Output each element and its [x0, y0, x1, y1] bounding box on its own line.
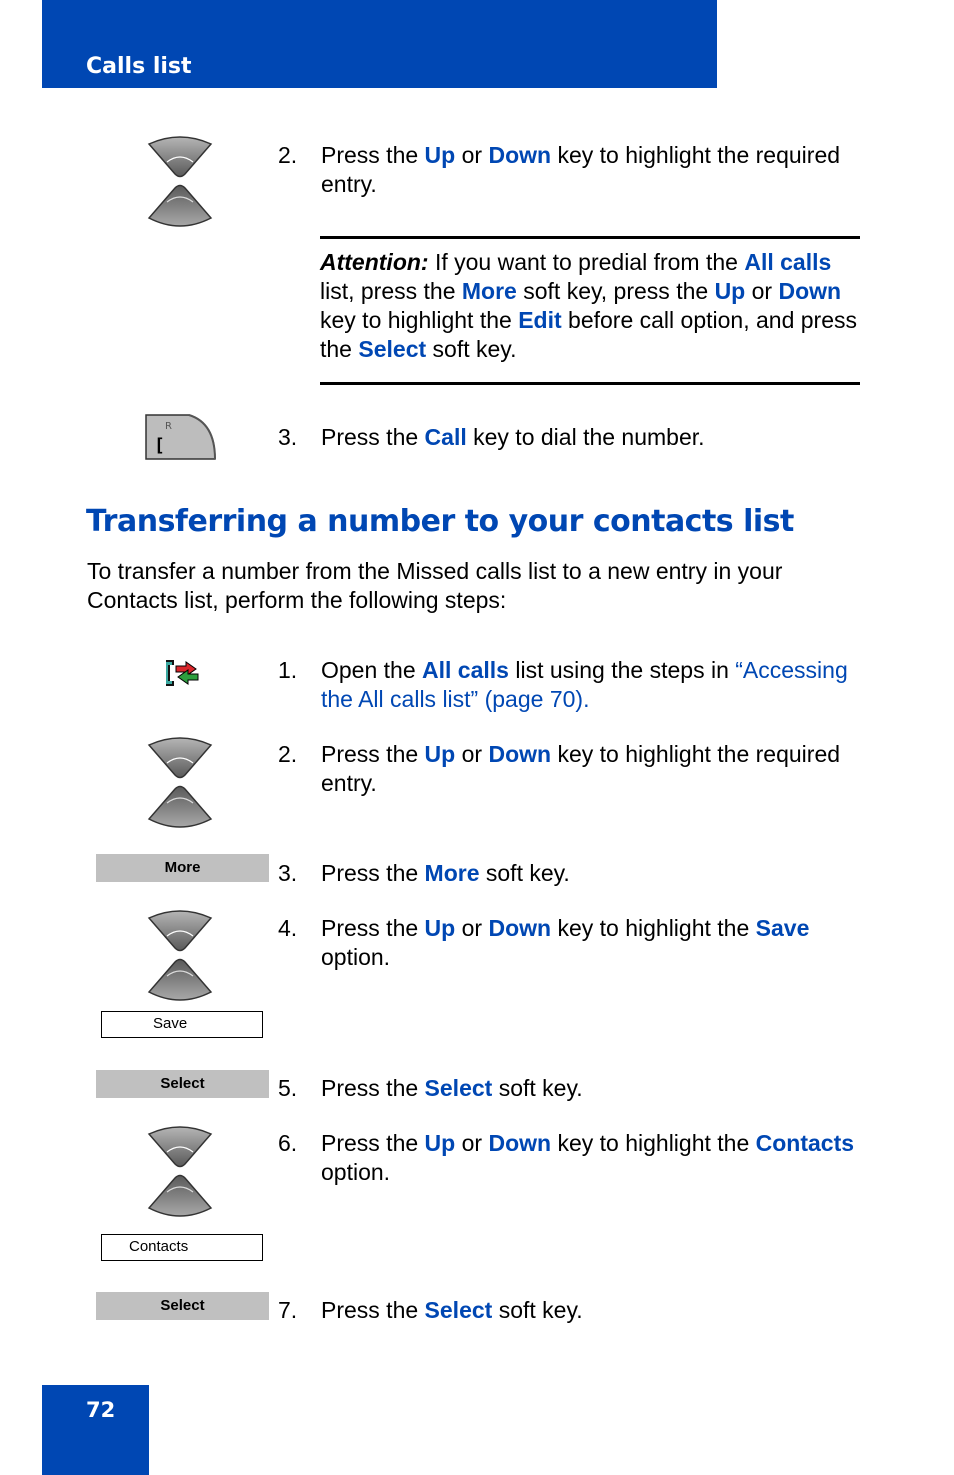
all-calls-list-icon	[160, 656, 204, 690]
keyword-up: Up	[424, 142, 456, 168]
step-3: 3. Press the More soft key.	[278, 860, 570, 886]
section-intro: To transfer a number from the Missed calls list to a new entry in your Contacts list, perform the following steps:	[87, 558, 783, 613]
step-number: 2.	[278, 142, 298, 168]
keyword-down: Down	[488, 142, 552, 168]
svg-text:[: [	[154, 435, 165, 456]
contacts-option-box: Contacts	[101, 1234, 263, 1261]
step-5: 5. Press the Select soft key.	[278, 1075, 583, 1101]
select-softkey: Select	[96, 1292, 269, 1320]
save-option-box: Save	[101, 1011, 263, 1038]
header-bar	[42, 0, 717, 88]
more-softkey: More	[96, 854, 269, 882]
step-6: 6. Press the Up or Down key to highlight the Contacts option.	[278, 1130, 855, 1185]
page-number-box	[42, 1385, 149, 1475]
step-7: 7. Press the Select soft key.	[278, 1297, 583, 1323]
step-4: 4. Press the Up or Down key to highlight the Save option.	[278, 915, 810, 970]
up-down-navigation-key-icon	[145, 733, 215, 833]
step-2-top: 2. Press the Up or Down key to highlight the required entry.	[278, 142, 841, 197]
select-softkey: Select	[96, 1070, 269, 1098]
up-down-navigation-key-icon	[145, 1122, 215, 1222]
svg-text:R: R	[165, 421, 172, 432]
call-key-icon	[145, 413, 217, 461]
page-number: 72	[86, 1398, 116, 1422]
attention-label: Attention:	[320, 249, 429, 275]
step-3-top: 3. Press the Call key to dial the number.	[278, 424, 705, 450]
cross-reference-link[interactable]: “Accessing the All calls list” (page 70)	[321, 657, 848, 712]
step-1: 1. Open the All calls list using the steps in “Accessing the All calls list” (page 70).	[278, 657, 848, 712]
section-heading: Transferring a number to your contacts list	[86, 504, 794, 539]
attention-note: Attention: If you want to predial from the All calls list, press the More soft key, press the Up or Down key to highlight the Edit before call option, and press the Select soft key.	[320, 236, 860, 385]
header-title: Calls list	[86, 54, 192, 79]
up-down-navigation-key-icon	[145, 906, 215, 1006]
keyword-call: Call	[424, 424, 467, 450]
up-down-navigation-key-icon	[145, 132, 215, 232]
step-2: 2. Press the Up or Down key to highlight the required entry.	[278, 741, 841, 796]
